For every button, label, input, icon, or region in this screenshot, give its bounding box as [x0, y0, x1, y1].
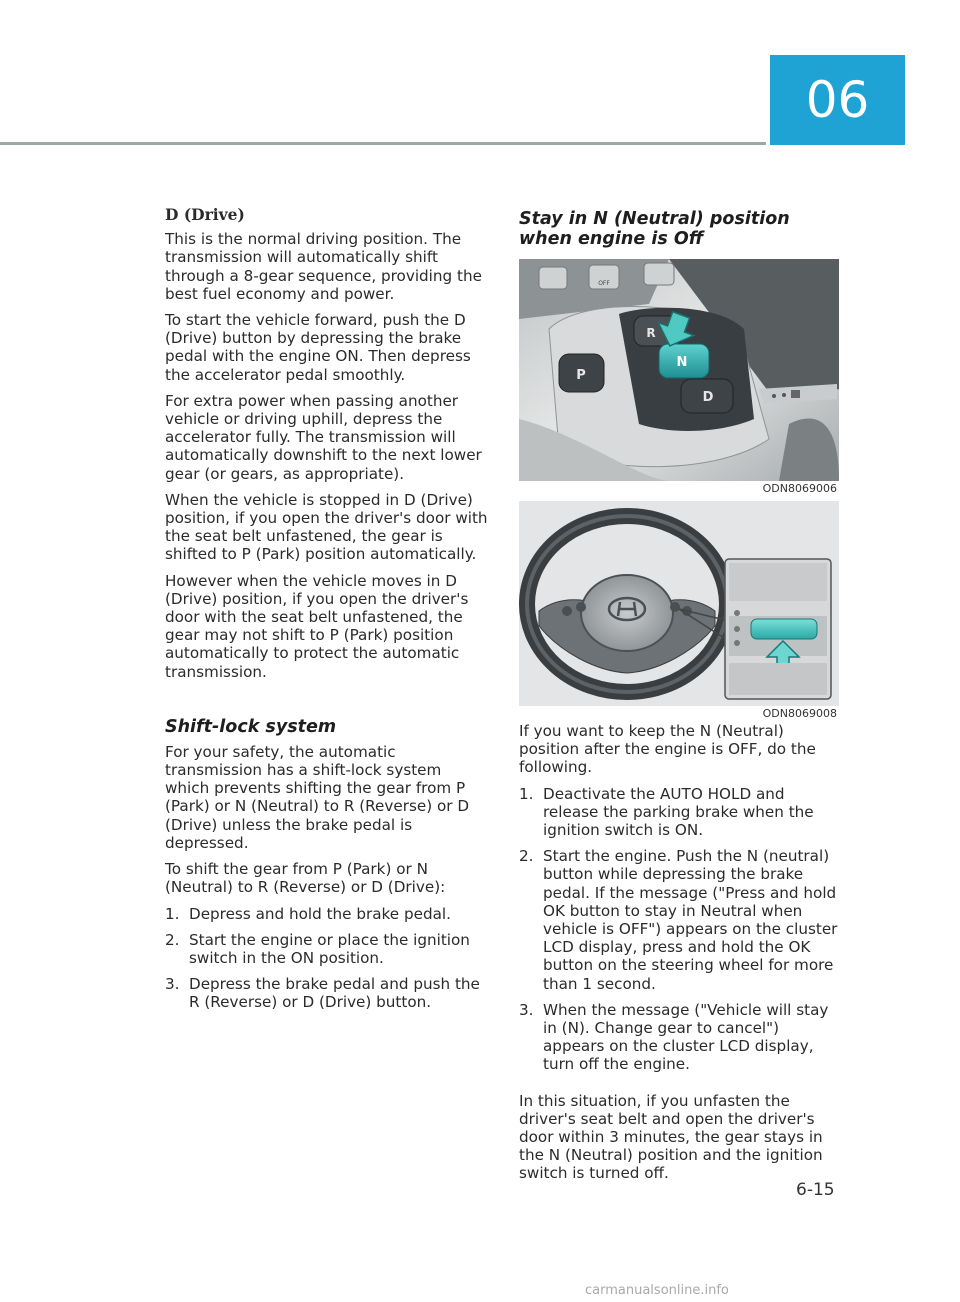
neutral-closing: In this situation, if you unfasten the driver's seat belt and open the driver's door within 3 minutes, the gear stays in the N (Neutral) position and the ignition switch is turned off. [519, 1091, 823, 1183]
chapter-number: 06 [805, 71, 870, 129]
list-item: 2. Start the engine or place the ignition switch in the ON position. [165, 930, 470, 967]
shift-lock-paragraph: To shift the gear from P (Park) or N (Neutral) to R (Reverse) or D (Drive): [165, 860, 446, 897]
left-column [165, 206, 490, 1022]
wheel-hub [581, 575, 673, 651]
header-rule [0, 142, 766, 145]
gear-buttons-illustration [519, 259, 839, 481]
console-switch [539, 267, 567, 289]
svg-text:N: N [676, 355, 688, 370]
drive-paragraph: However when the vehicle moves in D (Drive) position, if you open the driver's door with the seat belt unfastened, the gear may not shift to P (Park) position automatically to protect the automatic transmission. [165, 571, 469, 681]
svg-text:D: D [702, 390, 714, 405]
list-item: 1. Depress and hold the brake pedal. [165, 904, 451, 923]
drive-heading: D (Drive) [165, 205, 245, 224]
drive-paragraph: This is the normal driving position. The transmission will automatically shift through a 8-gear sequence, providing the best fuel economy and power. [165, 230, 482, 303]
drive-paragraph: When the vehicle is stopped in D (Drive) position, if you open the driver's door with the seat belt unfastened, the gear is shifted to P (Park) position automatically. [165, 490, 488, 564]
shift-lock-paragraph: For your safety, the automatic transmission has a shift-lock system which prevents shifting the gear from P (Park) or N (Neutral) to R (Reverse) or D (Drive) unless the brake pedal is depressed. [165, 742, 470, 852]
shift-steps-list [165, 905, 490, 1012]
chapter-tab [770, 55, 905, 145]
gear-buttons-figure [519, 259, 839, 481]
neutral-heading: Stay in N (Neutral) position when engine is Off [519, 209, 790, 249]
list-item: 3. Depress the brake pedal and push the R (Reverse) or D (Drive) button. [165, 975, 480, 1012]
figure-caption: ODN8069008 [762, 707, 837, 720]
page-number: 6-15 [796, 1180, 835, 1200]
steering-wheel-figure [519, 501, 839, 706]
watermark: carmanualsonline.info [585, 1283, 729, 1298]
shift-lock-heading: Shift-lock system [165, 716, 337, 737]
neutral-steps-list [519, 785, 839, 1074]
svg-text:P: P [576, 368, 586, 383]
neutral-intro: If you want to keep the N (Neutral) position after the engine is OFF, do the following. [519, 722, 816, 777]
console-switch [644, 263, 674, 285]
svg-text:OFF: OFF [598, 280, 610, 287]
drive-paragraph: For extra power when passing another vehicle or driving uphill, depress the accelerator fully. The transmission will automatically downshift to the next lower gear (or gears, as appropriate). [165, 391, 482, 483]
list-item: 2. Start the engine. Push the N (neutral) button while depressing the brake pedal. If the message ("Press and hold OK button to stay in Neutral when vehicle is OFF") appears on the cluster LCD display, press and hold the OK button on the steering wheel for more than 1 second. [519, 847, 838, 993]
svg-text:R: R [646, 326, 656, 340]
ok-button [751, 619, 817, 639]
steering-wheel-illustration [519, 501, 839, 706]
drive-paragraph: To start the vehicle forward, push the D (Drive) button by depressing the brake pedal with the engine ON. Then depress the accelerator pedal smoothly. [165, 311, 471, 384]
figure-caption: ODN8069006 [762, 482, 837, 495]
list-item: 1. Deactivate the AUTO HOLD and release the parking brake when the ignition switch is ON. [519, 784, 814, 840]
right-column [519, 209, 839, 1191]
list-item: 3. When the message ("Vehicle will stay in (N). Change gear to cancel") appears on the cluster LCD display, turn off the engine. [519, 1000, 829, 1074]
